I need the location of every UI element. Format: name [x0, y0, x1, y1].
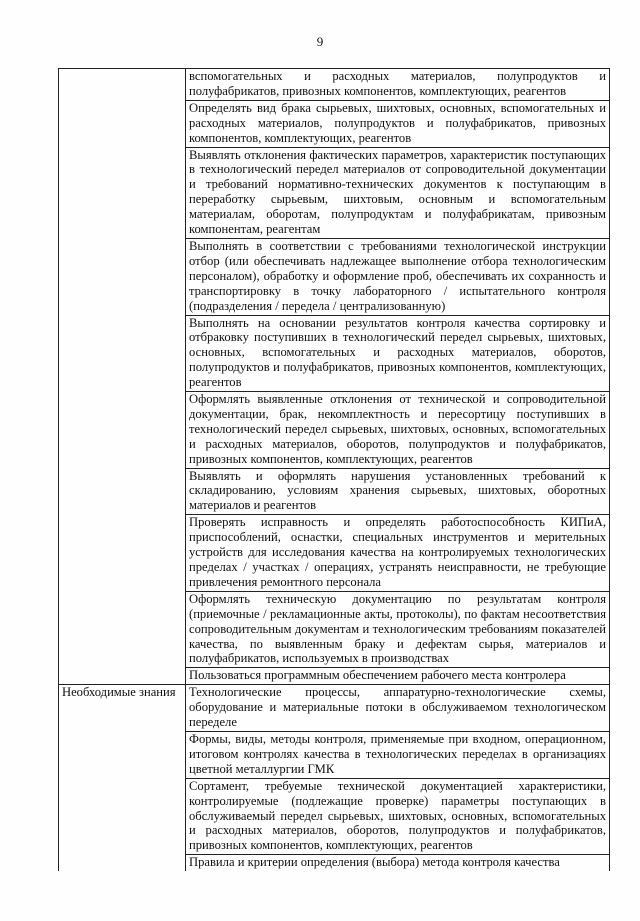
skill-cell: Проверять исправность и определять работоспособность КИПиА, приспособлений, оснастки, специальных инструментов и мерительных устройств для исследования качества на контролируемых технологических пределах / участках / операциях, устранять неисправности, не требующие привлечения ремонтного персонала: [186, 515, 610, 592]
skill-cell: Выполнять в соответствии с требованиями технологической инструкции отбор (или обеспечивать надлежащее выполнение отбора технологическим персоналом), обработку и оформление проб, обеспечивать их сохранность и транспортировку в точку лабораторного / испытательного контроля (подразделения / передела / централизованную): [186, 238, 610, 315]
requirements-table: [58, 68, 610, 871]
skill-cell: Выполнять на основании результатов контроля качества сортировку и отбраковку поступивших в технологический передел сырьевых, шихтовых, основных, вспомогательных и расходных материалов, оборотов, полупродуктов и полуфабрикатов, привозных компонентов, комплектующих, реагентов: [186, 315, 610, 392]
knowledge-cell: Технологические процессы, аппаратурно-технологические схемы, оборудование и материальные потоки в обслуживаемом технологическом переделе: [186, 685, 610, 732]
knowledge-label: Необходимые знания: [59, 685, 186, 871]
knowledge-cell: Формы, виды, методы контроля, применяемые при входном, операционном, итоговом контролях качества в технологических переделах в организациях цветной металлургии ГМК: [186, 731, 610, 778]
knowledge-cell: Правила и критерии определения (выбора) метода контроля качества: [186, 855, 610, 871]
skill-cell: Выявлять отклонения фактических параметров, характеристик поступающих в технологический передел материалов от сопроводительной документации и требований нормативно-технических документов к поступающим в переработку сырьевым, шихтовым, основным и вспомогательным материалам, оборотам, полупродуктам и полуфабрикатам, привозным компонентам, реагентам: [186, 147, 610, 238]
table-row: [59, 69, 610, 101]
skill-cell: Выявлять и оформлять нарушения установленных требований к складированию, условиям хранения сырьевых, шихтовых, оборотных материалов и реагентов: [186, 468, 610, 515]
label-cell-empty: [59, 69, 186, 685]
table-row: [59, 685, 610, 732]
skill-cell: вспомогательных и расходных материалов, полупродуктов и полуфабрикатов, привозных компонентов, комплектующих, реагентов: [186, 69, 610, 101]
knowledge-cell: Сортамент, требуемые технической документацией характеристики, контролируемые (подлежащие проверке) параметры поступающих в обслуживаемый передел сырьевых, шихтовых, основных, вспомогательных и расходных материалов, оборотов, полупродуктов и полуфабрикатов, привозных компонентов, комплектующих, реагентов: [186, 778, 610, 855]
skill-cell: Оформлять техническую документацию по результатам контроля (приемочные / рекламационные акты, протоколы), по фактам несоответствия сопроводительным документам и технологическим требованиям показателей качества, по выявленным браку и дефектам сырья, материалов и полуфабрикатов, используемых в производствах: [186, 591, 610, 668]
skill-cell: Оформлять выявленные отклонения от технической и сопроводительной документации, брак, некомплектность и пересортицу поступивших в технологический передел сырьевых, шихтовых, основных, вспомогательных и расходных материалов, оборотов, полупродуктов и полуфабрикатов, привозных компонентов, комплектующих, реагентов: [186, 392, 610, 469]
skill-cell: Определять вид брака сырьевых, шихтовых, основных, вспомогательных и расходных материалов, полупродуктов и полуфабрикатов, привозных компонентов, комплектующих, реагентов: [186, 100, 610, 147]
page-number: 9: [316, 34, 324, 49]
skill-cell: Пользоваться программным обеспечением рабочего места контролера: [186, 668, 610, 685]
